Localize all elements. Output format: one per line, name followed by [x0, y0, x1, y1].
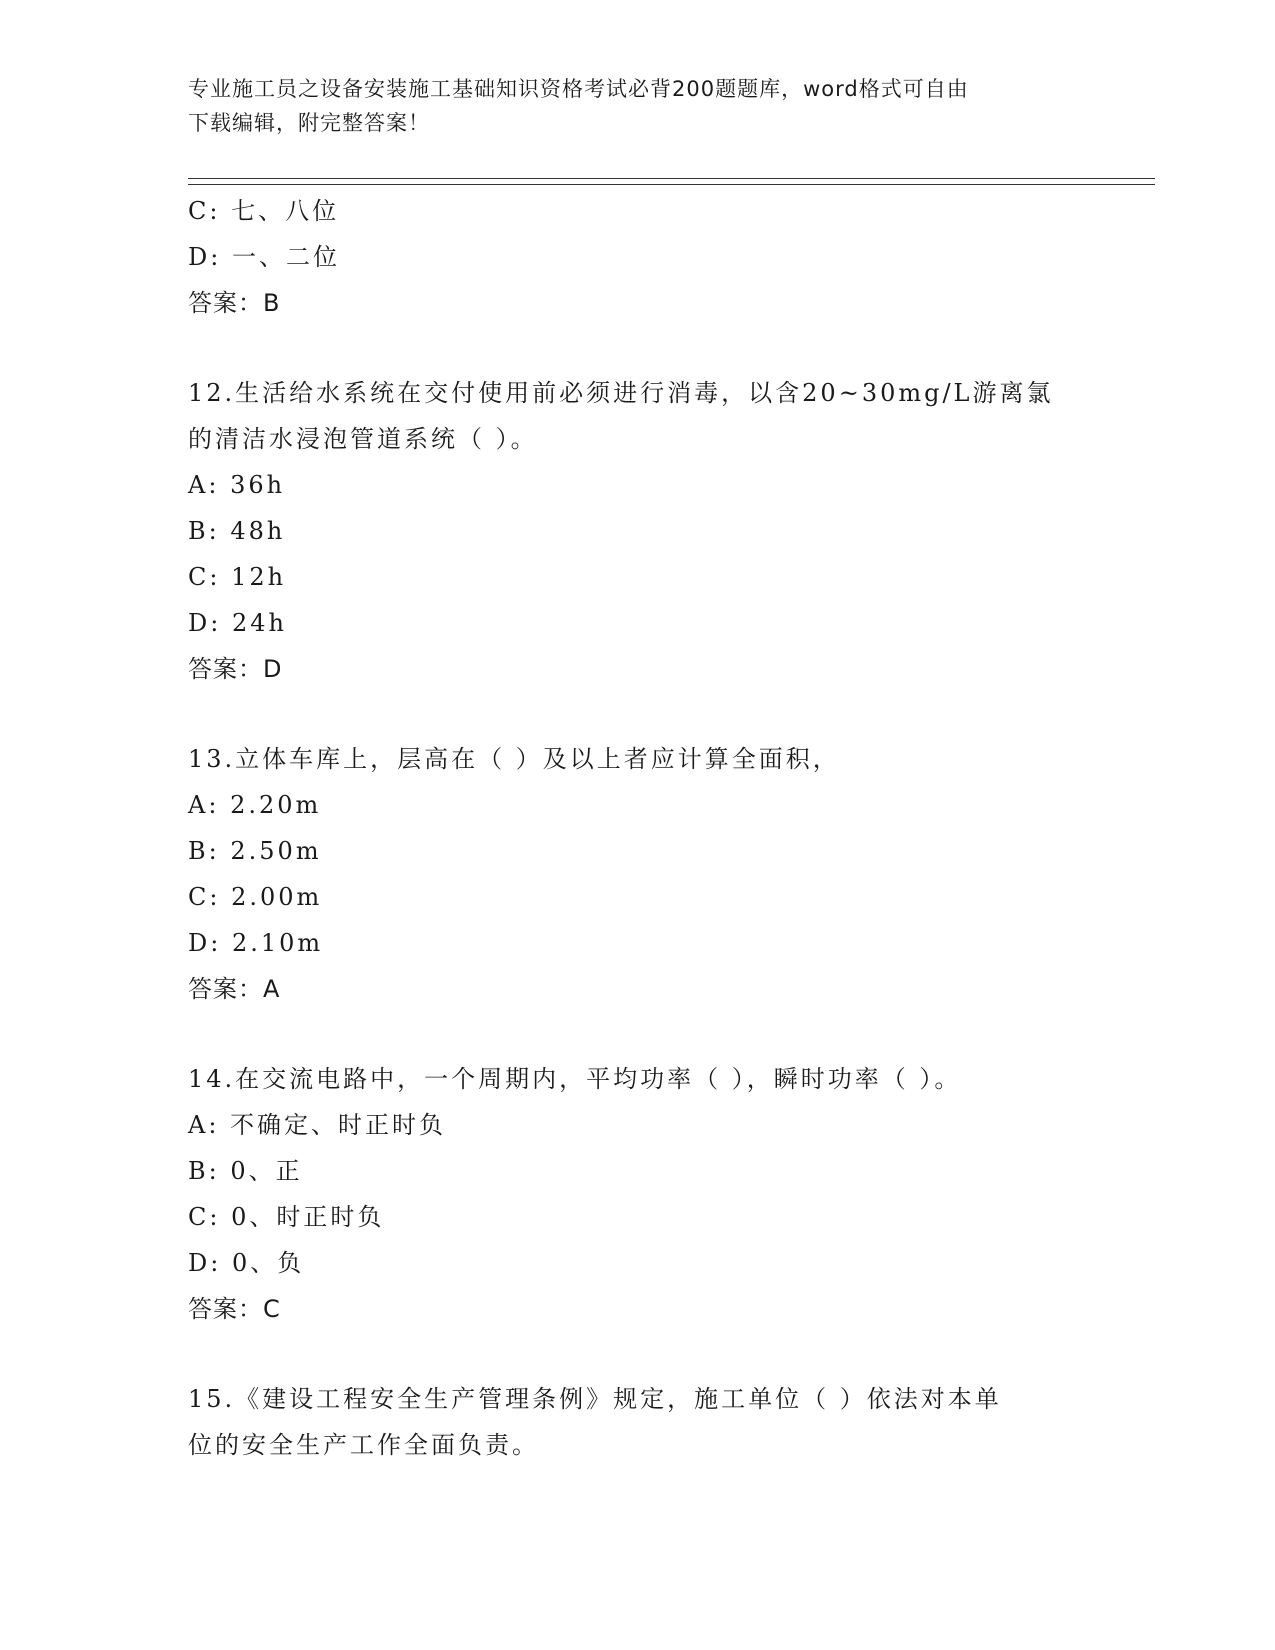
document-header	[188, 72, 1068, 140]
spacer	[188, 1332, 1108, 1376]
option-text: 24h	[231, 609, 287, 637]
option-text: 2.20m	[230, 791, 322, 819]
question-text	[188, 370, 1068, 462]
option-a	[188, 1102, 1108, 1148]
option-key: A:	[188, 471, 220, 499]
header-line-2: 下载编辑，附完整答案！	[188, 111, 430, 135]
question-text-line-1: 15.《建设工程安全生产管理条例》规定，施工单位（ ）依法对本单	[188, 1385, 1002, 1413]
spacer	[188, 1012, 1108, 1056]
answer-line: 答案：C	[188, 1295, 281, 1323]
question-text-line-2: 的清洁水浸泡管道系统（ ）。	[188, 425, 538, 453]
option-b	[188, 1148, 1108, 1194]
question-15	[188, 1376, 1108, 1468]
option-key: D:	[188, 929, 222, 957]
option-b	[188, 828, 1108, 874]
question-text	[188, 736, 1068, 782]
option-text: 48h	[230, 517, 286, 545]
option-b	[188, 508, 1108, 554]
option-key: C:	[188, 197, 221, 225]
option-key: C:	[188, 563, 221, 591]
question-text-line-1: 12.生活给水系统在交付使用前必须进行消毒，以含20~30mg/L游离氯	[188, 379, 1054, 407]
option-key: B:	[188, 837, 220, 865]
option-text: 不确定、时正时负	[230, 1111, 447, 1139]
option-text: 36h	[230, 471, 286, 499]
spacer	[188, 326, 1108, 370]
option-a	[188, 782, 1108, 828]
option-text: 2.10m	[231, 929, 324, 957]
question-text-line-1: 13.立体车库上，层高在（ ）及以上者应计算全面积，	[188, 745, 840, 773]
spacer	[188, 692, 1108, 736]
header-divider-bottom	[188, 184, 1155, 185]
option-c	[188, 1194, 1108, 1240]
option-c	[188, 874, 1108, 920]
header-line-1: 专业施工员之设备安装施工基础知识资格考试必背200题题库，word格式可自由	[188, 77, 969, 101]
option-key: D:	[188, 609, 222, 637]
question-text	[188, 1376, 1068, 1468]
option-key: A:	[188, 1111, 220, 1139]
option-key: B:	[188, 517, 220, 545]
option-text: 一、二位	[231, 243, 340, 271]
question-list	[188, 188, 1108, 1468]
question-14	[188, 1056, 1108, 1332]
answer-line: 答案：D	[188, 655, 283, 683]
question-text	[188, 1056, 1068, 1102]
option-key: C:	[188, 1203, 221, 1231]
option-text: 2.50m	[230, 837, 322, 865]
option-d	[188, 600, 1108, 646]
option-key: D:	[188, 243, 222, 271]
option-key: A:	[188, 791, 220, 819]
option-text: 七、八位	[231, 197, 340, 225]
option-text: 0、正	[230, 1157, 303, 1185]
option-key: C:	[188, 883, 221, 911]
question-text-line-2: 位的安全生产工作全面负责。	[188, 1431, 539, 1459]
option-key: B:	[188, 1157, 220, 1185]
option-key: D:	[188, 1249, 222, 1277]
question-12	[188, 370, 1108, 692]
question-13	[188, 736, 1108, 1012]
option-d	[188, 1240, 1108, 1286]
answer-line: 答案：B	[188, 289, 281, 317]
option-text: 0、负	[231, 1249, 305, 1277]
answer-line: 答案：A	[188, 975, 281, 1003]
option-text: 12h	[231, 563, 287, 591]
option-d	[188, 920, 1108, 966]
option-text: 0、时正时负	[231, 1203, 385, 1231]
option-text: 2.00m	[231, 883, 323, 911]
option-c	[188, 188, 1108, 234]
question-text-line-1: 14.在交流电路中，一个周期内，平均功率（ ），瞬时功率（ ）。	[188, 1065, 962, 1093]
option-c	[188, 554, 1108, 600]
question-11-continued	[188, 188, 1108, 326]
option-d	[188, 234, 1108, 280]
header-divider-top	[188, 178, 1155, 179]
option-a	[188, 462, 1108, 508]
